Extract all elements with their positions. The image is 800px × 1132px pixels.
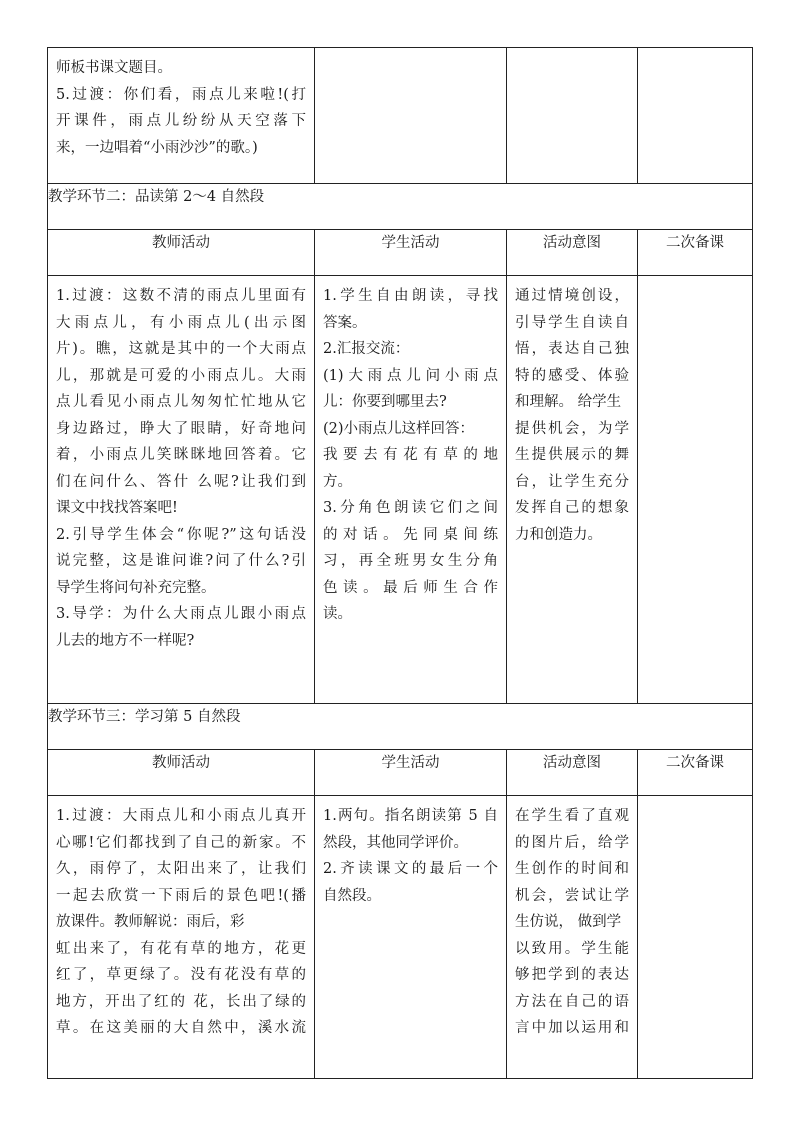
text-line: 2.引导学生体会“你呢?”这句话没 — [56, 526, 306, 543]
text-line: 引导学生自读自 — [515, 314, 629, 331]
teacher-lines — [48, 796, 314, 1048]
text-line: 在学生看了直观 — [515, 808, 629, 824]
header-second-prep: 二次备课 — [638, 750, 753, 796]
second-prep-cell — [638, 796, 753, 1079]
text-line: 久，雨停了，太阳出来了，让我们 — [56, 861, 306, 877]
student-activity-cell — [315, 48, 507, 184]
text-line: 2.汇报交流： — [323, 341, 410, 357]
text-line: 点儿看见小雨点儿匆匆忙忙地从它 — [56, 394, 306, 410]
text-line: 大雨点儿，有小雨点儿(出示图 — [56, 314, 306, 331]
section-3-title: 教学环节三：学习第 5 自然段 — [48, 704, 753, 750]
column-header-row — [48, 230, 753, 276]
text-line: 们在问什么、答什 么呢?让我们到 — [56, 473, 306, 490]
teacher-lines — [48, 48, 314, 167]
text-line: 言中加以运用和 — [515, 1020, 629, 1036]
text-line: 台，让学生充分 — [515, 473, 629, 490]
text-line: 地方，开出了红的 花，长出了绿的 — [56, 993, 306, 1010]
text-line: 身边路过，睁大了眼睛，好奇地问 — [56, 420, 306, 437]
text-line: 的图片后，给学 — [515, 834, 629, 851]
text-line: (2)小雨点儿这样回答： — [323, 420, 475, 437]
intent-lines — [507, 276, 637, 554]
text-line: 自然段。 — [323, 887, 381, 904]
header-student-activity: 学生活动 — [315, 230, 507, 276]
text-line: (1)大雨点儿问小雨点 — [323, 367, 498, 384]
text-line: 色读。最后师生合作 — [323, 579, 498, 596]
student-activity-cell — [315, 796, 507, 1079]
text-line: 发挥自己的想象 — [515, 500, 629, 516]
activity-intent-cell — [507, 48, 638, 184]
text-line: 3.导学：为什么大雨点儿跟小雨点 — [56, 606, 306, 622]
text-line: 1.过渡：大雨点儿和小雨点儿真开 — [56, 808, 306, 824]
text-line: 1.两句。指名朗读第 5 自 — [323, 808, 498, 824]
text-line: 习，再全班男女生分角 — [323, 553, 498, 569]
text-line: 2.齐读课文的最后一个 — [323, 861, 498, 877]
text-line: 方法在自己的语 — [515, 993, 629, 1010]
section-2-content-row — [48, 276, 753, 704]
teacher-lines — [48, 276, 314, 660]
text-line: 放课件。教师解说：雨后，彩 — [56, 914, 245, 930]
teacher-activity-cell — [48, 276, 315, 704]
header-teacher-activity: 教师活动 — [48, 750, 315, 796]
activity-intent-cell — [507, 276, 638, 704]
text-line: 1.过渡：这数不清的雨点儿里面有 — [56, 288, 306, 304]
text-line: 特的感受、体验 — [515, 367, 629, 384]
lesson-plan-table — [47, 47, 753, 1079]
text-line: 儿，那就是可爱的小雨点儿。大雨 — [56, 367, 306, 384]
student-activity-cell — [315, 276, 507, 704]
text-line: 开课件，雨点儿纷纷从天空落下 — [56, 113, 306, 129]
text-line: 生创作的时间和 — [515, 861, 629, 877]
text-line: 导学生将问句补充完整。 — [56, 579, 216, 596]
text-line: 红了，草更绿了。没有花没有草的 — [56, 967, 306, 983]
section-title-row — [48, 184, 753, 230]
text-line: 儿：你要到哪里去? — [323, 394, 447, 410]
teacher-activity-cell — [48, 796, 315, 1079]
text-line: 草。在这美丽的大自然中，溪水流 — [56, 1020, 306, 1036]
text-line: 通过情境创设， — [515, 288, 629, 304]
header-activity-intent: 活动意图 — [507, 750, 638, 796]
column-header-row — [48, 750, 753, 796]
text-line: 儿去的地方不一样呢? — [56, 632, 195, 649]
text-line: 然段，其他同学评价。 — [323, 834, 468, 851]
text-line: 方。 — [323, 473, 352, 490]
text-line: 的对话。先同桌间练 — [323, 526, 498, 543]
text-line: 生提供展示的舞 — [515, 447, 629, 463]
text-line: 师板书课文题目。 — [56, 60, 172, 76]
text-line: 一起去欣赏一下雨后的景色吧!(播 — [56, 887, 306, 904]
second-prep-cell — [638, 48, 753, 184]
text-line: 我要去有花有草的地 — [323, 447, 498, 463]
intent-lines — [507, 796, 637, 1048]
text-line: 着，小雨点儿笑眯眯地回答着。它 — [56, 447, 306, 463]
activity-intent-cell — [507, 796, 638, 1079]
student-lines — [315, 276, 506, 634]
header-second-prep: 二次备课 — [638, 230, 753, 276]
text-line: 机会，尝试让学 — [515, 887, 629, 904]
text-line: 够把学到的表达 — [515, 967, 629, 983]
text-line: 读。 — [323, 606, 352, 622]
text-line: 力和创造力。 — [515, 526, 602, 543]
text-line: 心哪!它们都找到了自己的新家。不 — [56, 834, 306, 851]
text-line: 虹出来了，有花有草的地方，花更 — [56, 940, 306, 957]
text-line: 5.过渡：你们看，雨点儿来啦!(打 — [56, 86, 306, 103]
text-line: 来，一边唱着“小雨沙沙”的歌。) — [56, 139, 258, 156]
section-title-row — [48, 704, 753, 750]
continued-row — [48, 48, 753, 184]
text-line: 以致用。学生能 — [515, 940, 629, 957]
text-line: 片)。瞧，这就是其中的一个大雨点 — [56, 341, 306, 357]
text-line: 生仿说， 做到学 — [515, 914, 622, 930]
student-lines — [315, 796, 506, 915]
text-line: 提供机会，为学 — [515, 420, 629, 437]
text-line: 3.分角色朗读它们之间 — [323, 500, 498, 516]
section-3-content-row — [48, 796, 753, 1079]
text-line: 说完整，这是谁问谁?问了什么?引 — [56, 553, 306, 569]
text-line: 答案。 — [323, 314, 367, 331]
text-line: 1.学生自由朗读，寻找 — [323, 288, 498, 304]
second-prep-cell — [638, 276, 753, 704]
header-activity-intent: 活动意图 — [507, 230, 638, 276]
text-line: 和理解。 给学生 — [515, 394, 622, 410]
section-2-title: 教学环节二：品读第 2～4 自然段 — [48, 184, 753, 230]
header-student-activity: 学生活动 — [315, 750, 507, 796]
teacher-activity-cell — [48, 48, 315, 184]
text-line: 悟，表达自己独 — [515, 341, 629, 357]
text-line: 课文中找找答案吧! — [56, 500, 178, 516]
header-teacher-activity: 教师活动 — [48, 230, 315, 276]
